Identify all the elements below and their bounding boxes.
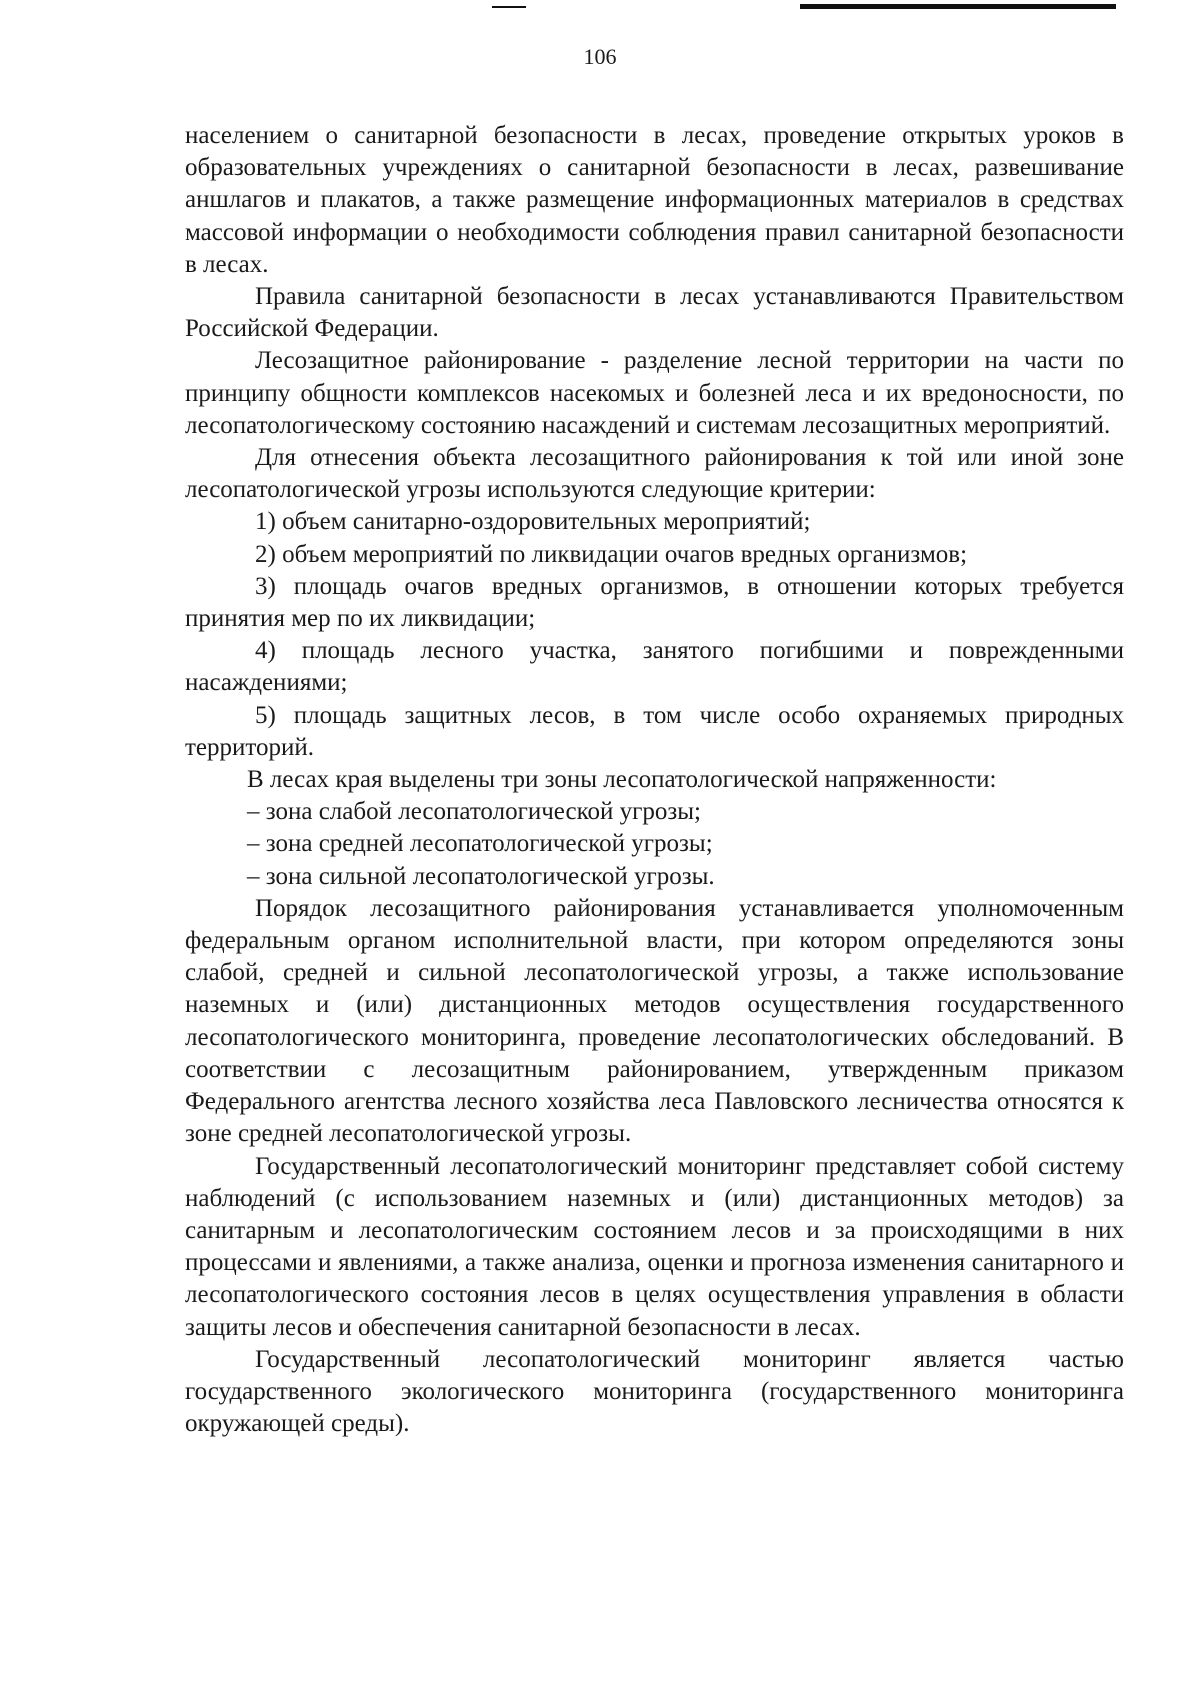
criteria-item-5: 5) площадь защитных лесов, в том числе особо охраняемых природных территорий. — [185, 701, 1124, 761]
zone-item-weak: – зона слабой лесопатологической угрозы; — [247, 798, 701, 826]
criteria-item-4: 4) площадь лесного участка, занятого погибшими и поврежденными насаждениями; — [185, 637, 1124, 697]
criteria-item-1: 1) объем санитарно-оздоровительных мероприятий; — [255, 508, 811, 536]
paragraph-zones-intro: В лесах края выделены три зоны лесопатологической напряженности: — [247, 766, 997, 794]
document-body — [185, 120, 1124, 1440]
criteria-item-2: 2) объем мероприятий по ликвидации очагов вредных организмов; — [255, 540, 968, 568]
page-number: 106 — [583, 44, 617, 69]
zone-item-medium: – зона средней лесопатологической угрозы; — [247, 830, 713, 858]
zone-item-strong: – зона сильной лесопатологической угрозы. — [247, 862, 715, 890]
scan-artifact-top-left — [492, 6, 526, 8]
criteria-item-3: 3) площадь очагов вредных организмов, в отношении которых требуется принятия мер по их ликвидации; — [185, 572, 1124, 633]
scan-artifact-top-right — [800, 4, 1116, 9]
paragraph-intro-continuation: населением о санитарной безопасности в лесах, проведение открытых уроков в образовательных учреждениях о санитарной безопасности в лесах, развешивание аншлагов и плакатов, а также размещение информационных материалов в средствах массовой информации о необходимости соблюдения правил санитарной безопасности в лесах. — [185, 122, 1124, 278]
paragraph-zoning-definition: Лесозащитное районирование - разделение лесной территории на части по принципу общности комплексов насекомых и болезней леса и их вредоносности, по лесопатологическому состоянию насаждений и системам лесозащитных мероприятий. — [185, 347, 1124, 439]
paragraph-rules-government: Правила санитарной безопасности в лесах устанавливаются Правительством Российской Федерации. — [185, 283, 1124, 343]
paragraph-monitoring-definition: Государственный лесопатологический мониторинг представляет собой систему наблюдений (с использованием наземных и (или) дистанционных методов) за санитарным и лесопатологическим состоянием лесов и за происходящими в них процессами и явлениями, а также анализа, оценки и прогноза изменения санитарного и лесопатологического состояния лесов в целях осуществления управления в области защиты лесов и обеспечения санитарной безопасности в лесах. — [185, 1152, 1124, 1341]
paragraph-monitoring-part-of: Государственный лесопатологический мониторинг является частью государственного экологического мониторинга (государственного мониторинга окружающей среды). — [185, 1345, 1124, 1438]
paragraph-criteria-intro: Для отнесения объекта лесозащитного районирования к той или иной зоне лесопатологической угрозы используются следующие критерии: — [185, 444, 1124, 504]
paragraph-zoning-procedure: Порядок лесозащитного районирования устанавливается уполномоченным федеральным органом исполнительной власти, при котором определяются зоны слабой, средней и сильной лесопатологической угрозы, а также использование наземных и (или) дистанционных методов осуществления государственного лесопатологического мониторинга, проведение лесопатологических обследований. В соответствии с лесозащитным районированием, утвержденным приказом Федерального агентства лесного хозяйства леса Павловского лесничества относятся к зоне средней лесопатологической угрозы. — [185, 894, 1124, 1148]
